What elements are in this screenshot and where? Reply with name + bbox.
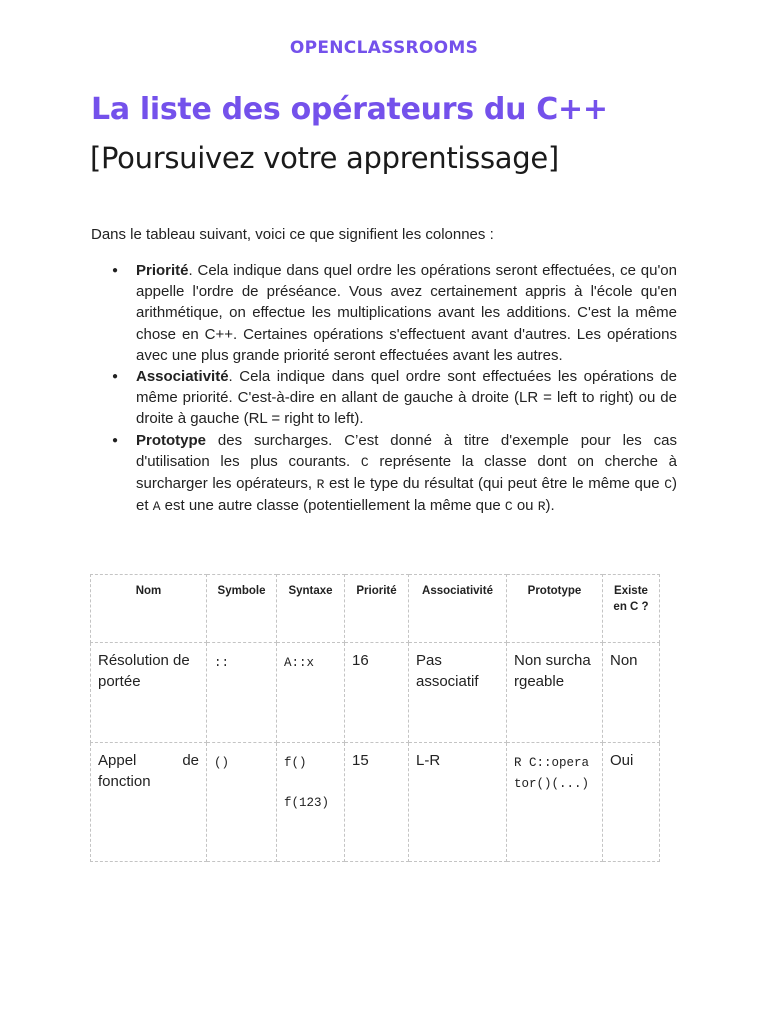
header-priorite: Priorité [345, 575, 409, 643]
definition-text: . Cela indique dans quel ordre sont effectuées les opérations de même priorité. C'est-à-dire en allant de gauche à droite (LR = left to right) ou de droite à gauche (RL = right to left). [136, 368, 677, 428]
definition-text: des surcharges. C’est donné à titre d'exemple pour les cas d'utilisation les plus courants. [136, 431, 677, 470]
openclassrooms-logo: OPENCLASSROOMS [289, 38, 479, 58]
column-definitions-list [91, 260, 677, 517]
definition-text: est une autre classe (potentiellement la même que [160, 497, 505, 515]
cell-existe: Non [603, 643, 660, 743]
table-header-row [91, 575, 660, 643]
cell-associativite: L-R [409, 743, 507, 862]
definition-text: est le type du résultat (qui peut être le même que [324, 475, 665, 493]
header-nom: Nom [91, 575, 207, 643]
cell-prototype: Non surchargeable [507, 643, 603, 743]
definition-text: ). [545, 497, 555, 515]
cell-symbole: :: [207, 643, 277, 743]
header-symbole: Symbole [207, 575, 277, 643]
code-a: A [152, 499, 161, 515]
definition-associativite [91, 366, 677, 430]
header-prototype: Prototype [507, 575, 603, 643]
syntax-line: f() [284, 756, 307, 770]
cell-prototype: R C::operator()(...) [507, 743, 603, 862]
operators-table [90, 574, 660, 862]
header-associativite: Associativité [409, 575, 507, 643]
definition-priorite [91, 260, 677, 366]
intro-text: Dans le tableau suivant, voici ce que signifient les colonnes : [91, 226, 494, 243]
cell-existe: Oui [603, 743, 660, 862]
code-r: R [316, 477, 325, 493]
cell-syntaxe [277, 743, 345, 862]
cell-nom: Appel de fonction [91, 743, 207, 862]
definition-term: Associativité [136, 368, 229, 386]
cell-nom: Résolution de portée [91, 643, 207, 743]
page-title: La liste des opérateurs du C++ [91, 92, 608, 127]
code-c: C [504, 499, 513, 515]
syntax-line: f(123) [284, 796, 330, 810]
cell-priorite: 15 [345, 743, 409, 862]
cell-syntaxe: A::x [277, 643, 345, 743]
definition-term: Priorité [136, 262, 189, 279]
definition-text: représente la classe dont on cherche à surcharger les opérateurs, [136, 452, 677, 493]
code-c: C [360, 454, 369, 470]
table-row [91, 643, 660, 743]
definition-prototype [91, 430, 677, 518]
header-existe-en-c: Existe en C ? [603, 575, 660, 643]
definition-text: ou [512, 497, 538, 515]
code-r: R [537, 499, 546, 515]
definition-term: Prototype [136, 431, 207, 449]
definition-text: . Cela indique dans quel ordre les opérations seront effectuées, ce qu'on appelle l'ordre de préséance. Vous avez certainement appris à l'école qu'en arithmétique, on effectue les multiplications avant les additions. C'est la même chose en C++. Certaines opérations s'effectuent avant d'autres. Les opérations avec une plus grande priorité seront effectuées avant les autres. [136, 262, 677, 364]
page-subtitle: [Poursuivez votre apprentissage] [90, 141, 559, 175]
cell-priorite: 16 [345, 643, 409, 743]
definition-text: ) et [136, 475, 677, 515]
table-row [91, 743, 660, 862]
cell-symbole: () [207, 743, 277, 862]
header-syntaxe: Syntaxe [277, 575, 345, 643]
cell-associativite: Pas associatif [409, 643, 507, 743]
code-c: C [664, 477, 672, 493]
